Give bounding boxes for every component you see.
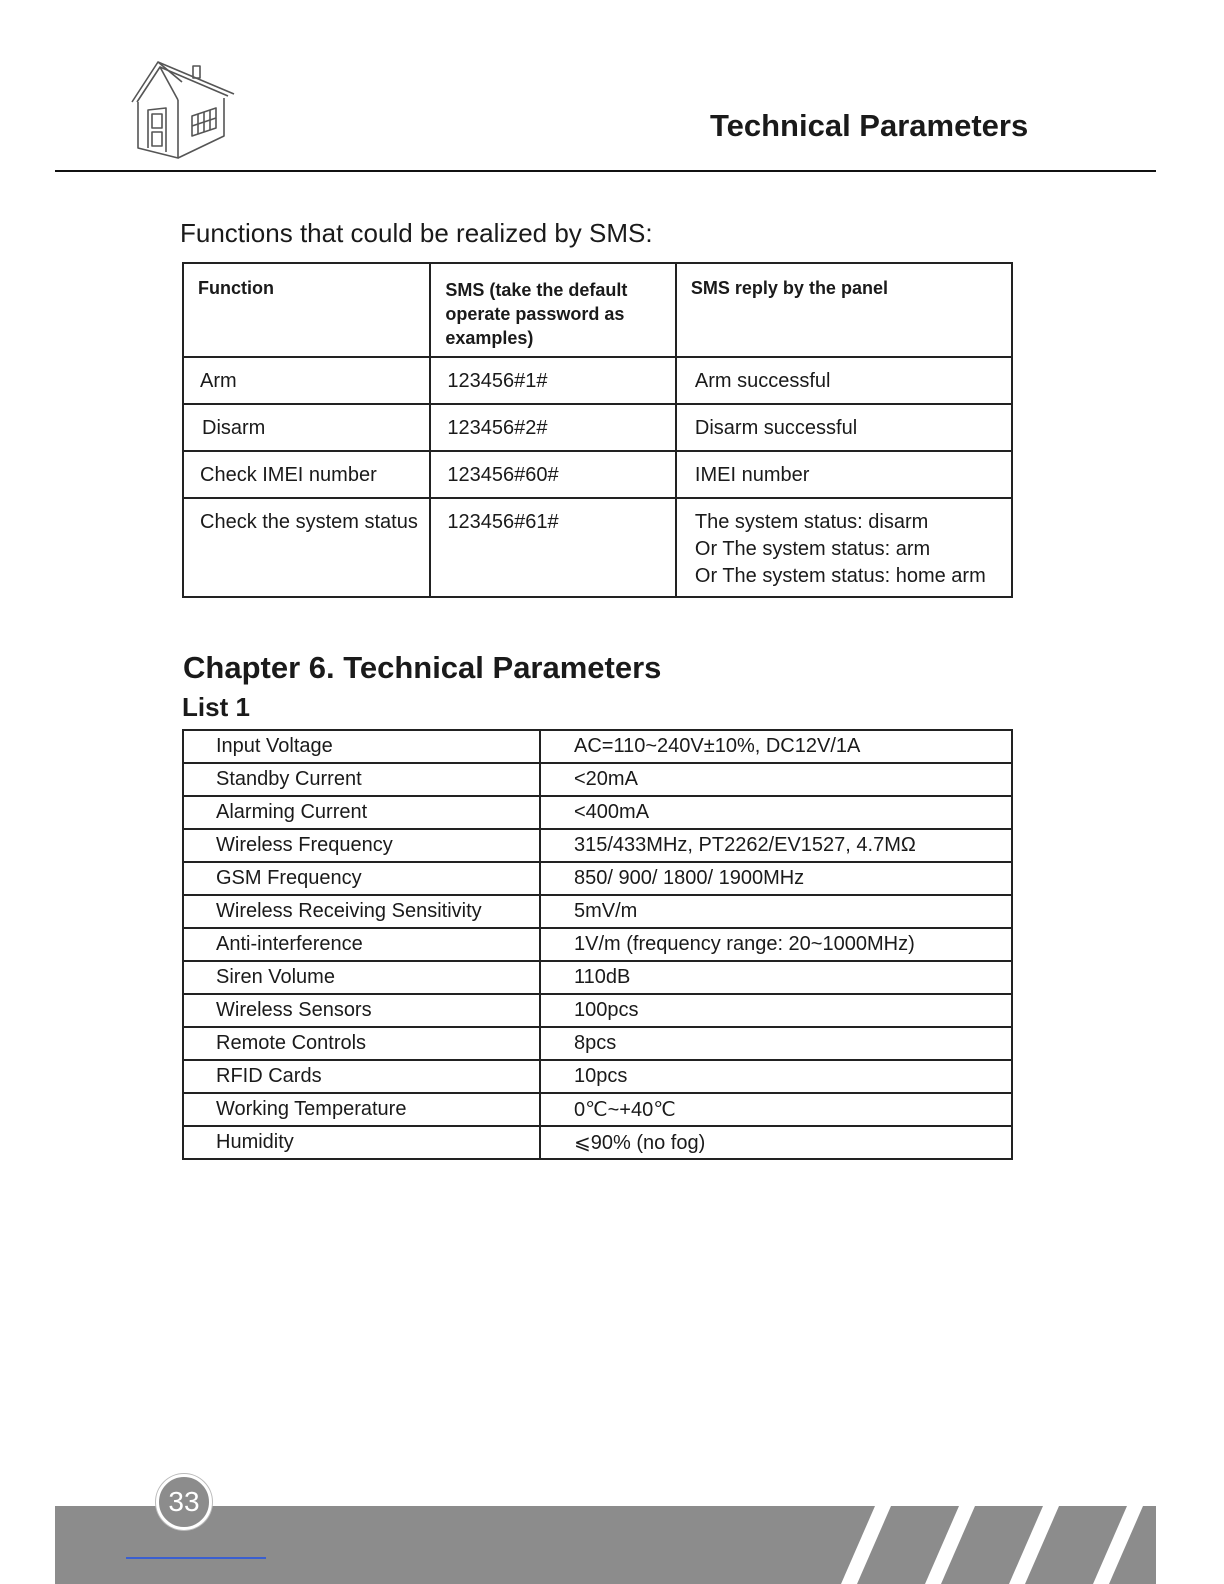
table-row [183, 961, 1012, 994]
parameter-name: Wireless Sensors [183, 994, 540, 1027]
table-row [183, 928, 1012, 961]
parameter-value: 10pcs [540, 1060, 1012, 1093]
function-cell: Disarm [183, 404, 430, 451]
sms-section-intro: Functions that could be realized by SMS: [180, 218, 653, 248]
parameter-value: 5mV/m [540, 895, 1012, 928]
table-row [183, 1093, 1012, 1126]
function-cell: Check the system status [183, 498, 430, 597]
reply-cell [676, 404, 1012, 451]
parameter-value: 110dB [540, 961, 1012, 994]
parameter-name: Wireless Receiving Sensitivity [183, 895, 540, 928]
sms-cell: 123456#60# [430, 451, 676, 498]
parameter-name: Alarming Current [183, 796, 540, 829]
reply-line: The system status: disarm [694, 511, 929, 533]
table-row [183, 451, 1012, 498]
sms-cell: 123456#1# [430, 357, 676, 404]
reply-line: IMEI number [694, 464, 810, 486]
table-row [183, 829, 1012, 862]
table-row [183, 1060, 1012, 1093]
technical-parameters-table [182, 729, 1013, 1160]
parameter-name: Siren Volume [183, 961, 540, 994]
function-cell: Arm [183, 357, 430, 404]
parameter-name: Working Temperature [183, 1093, 540, 1126]
reply-line: Arm successful [694, 370, 831, 392]
table-row [183, 862, 1012, 895]
parameter-value: 850/ 900/ 1800/ 1900MHz [540, 862, 1012, 895]
sms-functions-table [182, 262, 1013, 598]
list-title: List 1 [182, 692, 250, 722]
page-number: 33 [156, 1474, 212, 1530]
parameter-value: 0℃~+40℃ [540, 1093, 1012, 1126]
parameter-name: Remote Controls [183, 1027, 540, 1060]
table-row [183, 895, 1012, 928]
chapter-title: Chapter 6. Technical Parameters [183, 650, 662, 685]
footer-link-underline [126, 1557, 266, 1559]
parameter-name: GSM Frequency [183, 862, 540, 895]
table-row [183, 1126, 1012, 1159]
footer-stripe [857, 1506, 959, 1584]
parameter-value: 1V/m (frequency range: 20~1000MHz) [540, 928, 1012, 961]
table-row [183, 763, 1012, 796]
header-title: Technical Parameters [710, 108, 1029, 143]
parameter-value: 8pcs [540, 1027, 1012, 1060]
sms-cell: 123456#61# [430, 498, 676, 597]
column-header-sms: SMS (take the default operate password as examples) [430, 263, 676, 357]
parameter-value: AC=110~240V±10%, DC12V/1A [540, 730, 1012, 763]
table-row [183, 1027, 1012, 1060]
parameter-value: <400mA [540, 796, 1012, 829]
footer-stripe [1025, 1506, 1127, 1584]
parameter-value: 100pcs [540, 994, 1012, 1027]
parameter-value: <20mA [540, 763, 1012, 796]
footer-stripe [941, 1506, 1043, 1584]
column-header-function: Function [183, 263, 430, 357]
column-header-reply: SMS reply by the panel [676, 263, 1012, 357]
reply-cell [676, 451, 1012, 498]
table-row [183, 404, 1012, 451]
table-row [183, 730, 1012, 763]
reply-line: Disarm successful [694, 417, 858, 439]
parameter-name: Humidity [183, 1126, 540, 1159]
parameter-name: Standby Current [183, 763, 540, 796]
parameter-name: Anti-interference [183, 928, 540, 961]
house-icon [128, 58, 238, 162]
footer-bar [55, 1506, 1156, 1584]
parameter-value: ⩽90% (no fog) [540, 1126, 1012, 1159]
table-header-row [183, 263, 1012, 357]
reply-cell [676, 498, 1012, 597]
table-row [183, 796, 1012, 829]
table-row [183, 498, 1012, 597]
table-row [183, 357, 1012, 404]
reply-cell [676, 357, 1012, 404]
sms-cell: 123456#2# [430, 404, 676, 451]
function-cell: Check IMEI number [183, 451, 430, 498]
parameter-value: 315/433MHz, PT2262/EV1527, 4.7MΩ [540, 829, 1012, 862]
reply-line: Or The system status: arm [694, 538, 931, 560]
table-row [183, 994, 1012, 1027]
reply-line: Or The system status: home arm [694, 565, 986, 587]
parameter-name: Input Voltage [183, 730, 540, 763]
parameter-name: Wireless Frequency [183, 829, 540, 862]
parameter-name: RFID Cards [183, 1060, 540, 1093]
header-divider [55, 170, 1156, 172]
